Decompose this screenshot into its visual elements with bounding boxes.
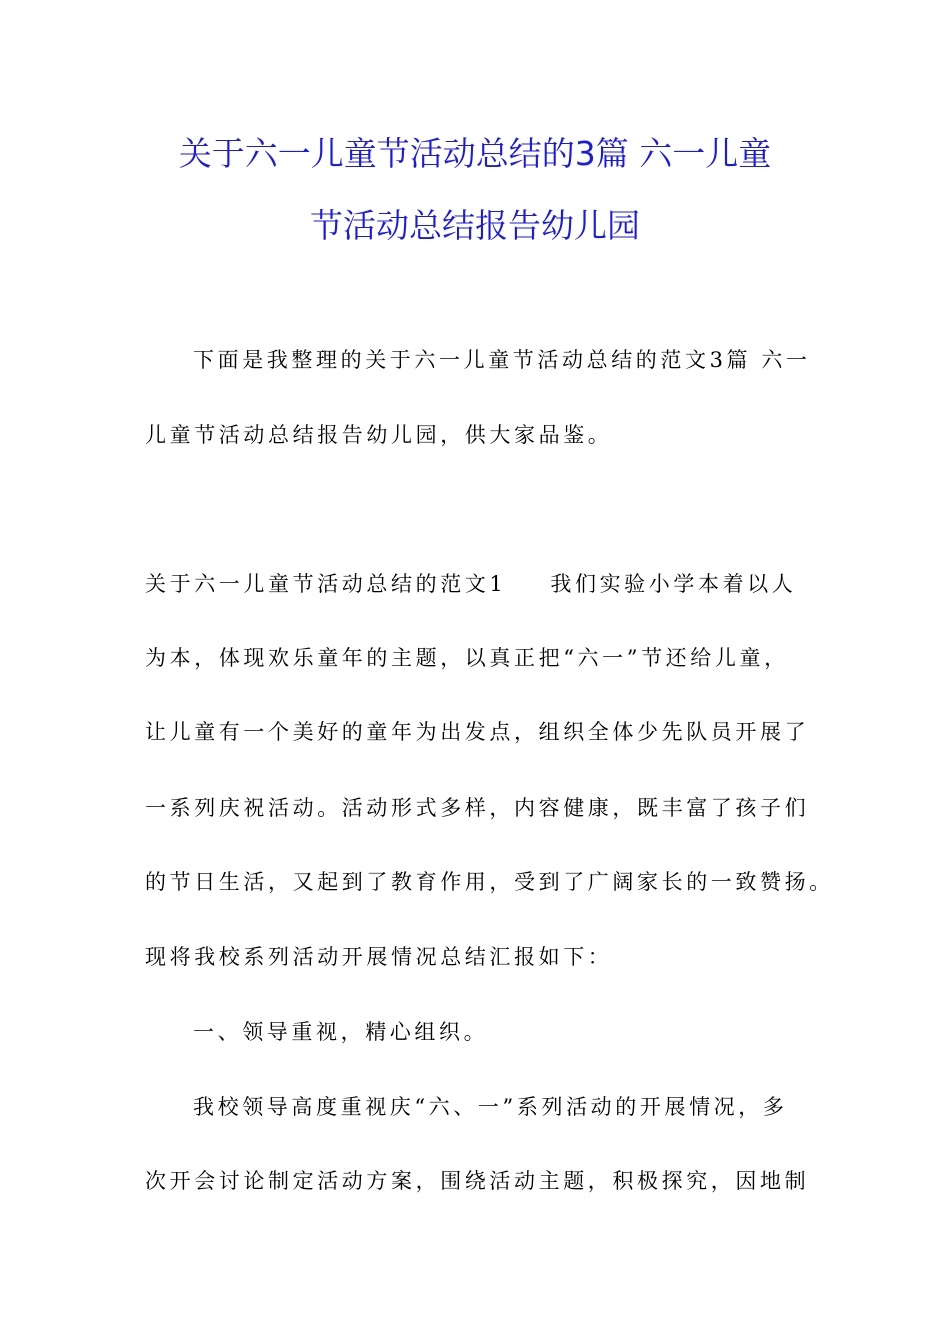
body-line-3: 让儿童有一个美好的童年为出发点，组织全体少先队员开展了 [145,720,810,744]
body-line-8: 我校领导高度重视庆“六、一”系列活动的开展情况，多 [193,1095,788,1119]
body-line-1: 我们实验小学本着以人 [550,572,797,596]
body-line-5: 的节日生活，又起到了教育作用，受到了广阔家长的一致赞扬。 [145,870,834,894]
document-title-line-1: 关于六一儿童节活动总结的3篇 六一儿童 [178,134,772,173]
section-heading: 关于六一儿童节活动总结的范文1 [145,572,507,596]
body-line-6: 现将我校系列活动开展情况总结汇报如下： [145,945,613,969]
section-heading-line [145,571,796,597]
body-line-2: 为本，体现欢乐童年的主题，以真正把“六一”节还给儿童， [145,646,789,670]
intro-line-2: 儿童节活动总结报告幼儿园，供大家品鉴。 [145,423,613,447]
document-title-line-2: 节活动总结报告幼儿园 [310,206,640,245]
body-subheading: 一、领导重视，精心组织。 [193,1020,489,1044]
body-line-4: 一系列庆祝活动。活动形式多样，内容健康，既丰富了孩子们 [145,796,810,820]
intro-line-1: 下面是我整理的关于六一儿童节活动总结的范文3篇 六一 [193,348,811,372]
body-line-9: 次开会讨论制定活动方案，围绕活动主题，积极探究，因地制 [145,1169,810,1193]
